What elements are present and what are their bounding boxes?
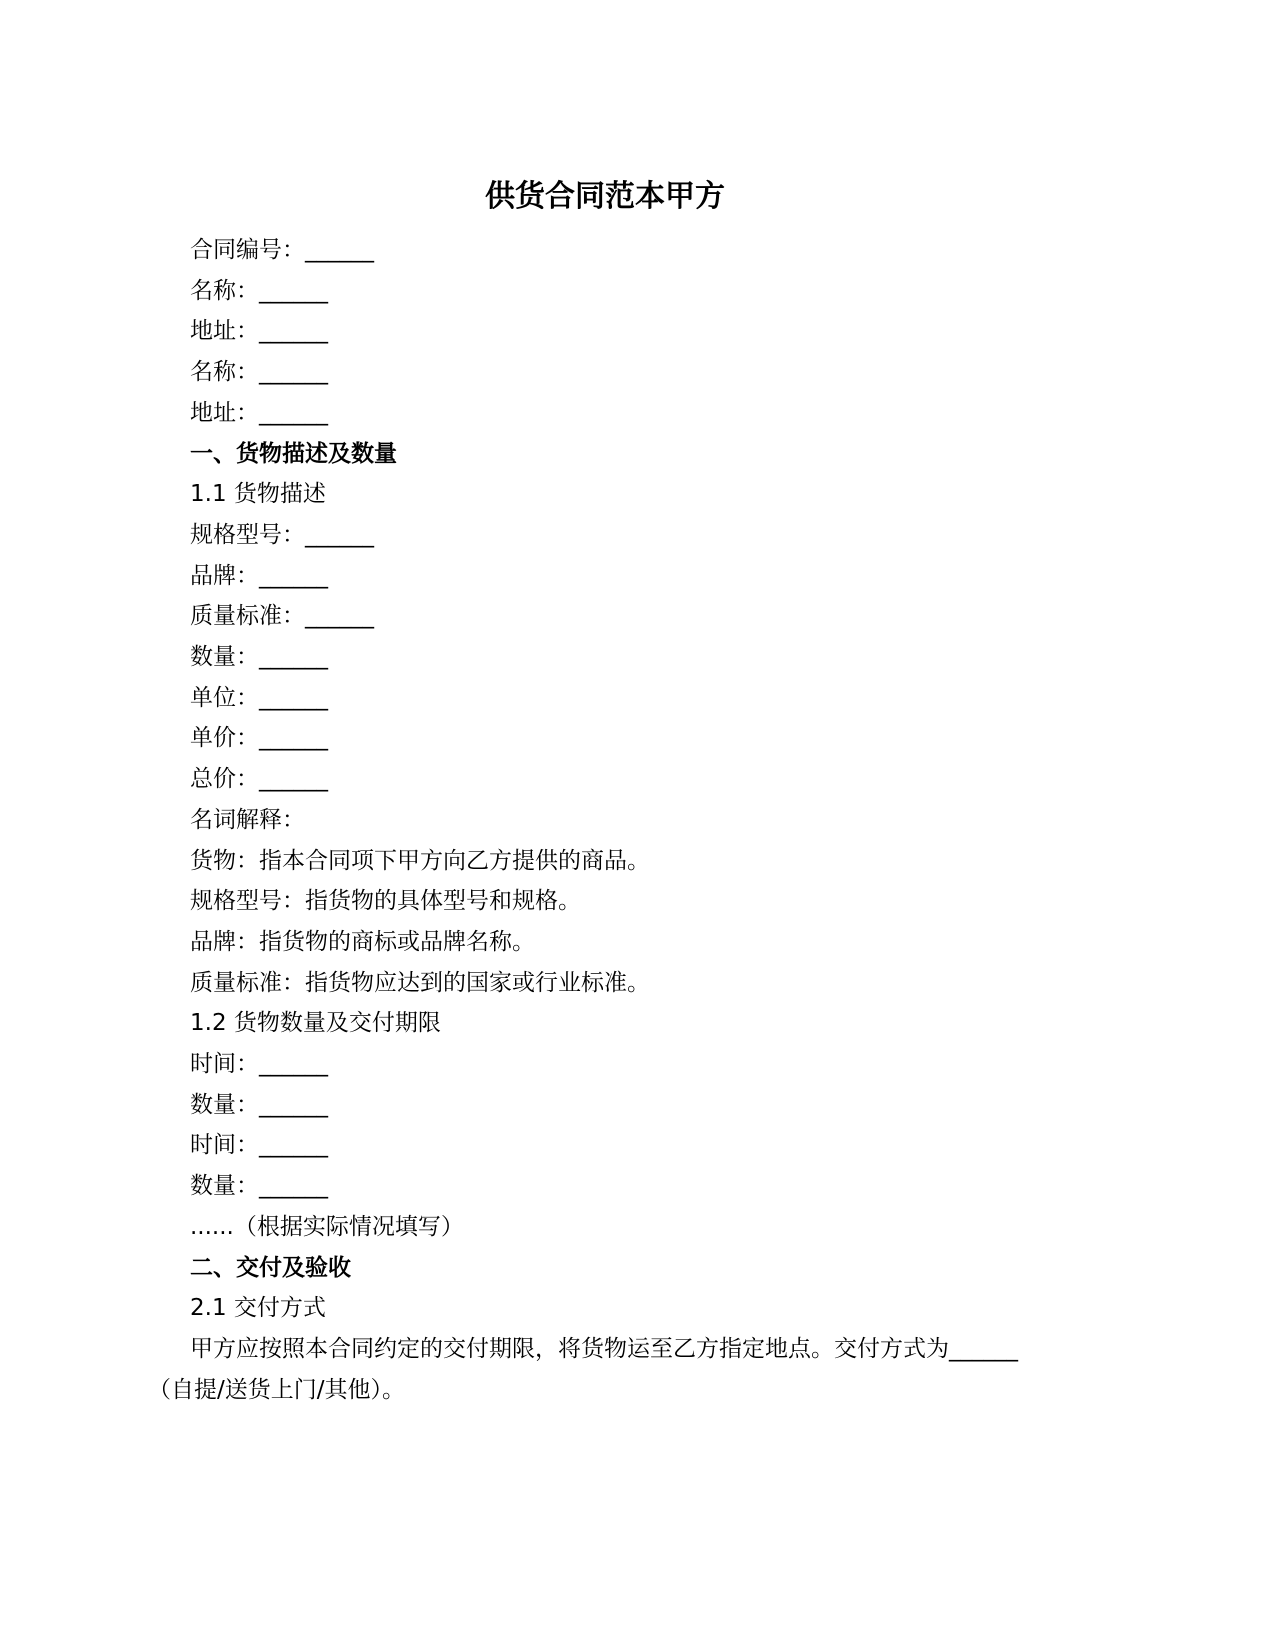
document-line: 质量标准：______ (190, 603, 374, 630)
document-line: 数量：______ (190, 644, 328, 671)
document-line: ......（根据实际情况填写） (190, 1213, 464, 1240)
document-line: 时间：______ (190, 1051, 328, 1078)
section-heading: 二、交付及验收 (190, 1254, 351, 1281)
document-title: 供货合同范本甲方 (485, 179, 725, 214)
document-line: 名称：______ (190, 277, 328, 304)
section-heading: 一、货物描述及数量 (190, 440, 397, 467)
document-line: 单价：______ (190, 725, 328, 752)
document-line: 时间：______ (190, 1132, 328, 1159)
delivery-paragraph: 甲方应按照本合同约定的交付期限，将货物运至乙方指定地点。交付方式为______（自提/送货上门/其他）。 (148, 1335, 1018, 1403)
document-line: 货物：指本合同项下甲方向乙方提供的商品。 (190, 847, 650, 874)
document-line: 1.1 货物描述 (190, 481, 326, 508)
document-line: 总价：______ (190, 766, 328, 793)
document-line: 品牌：______ (190, 562, 328, 589)
document-line: 1.2 货物数量及交付期限 (190, 1010, 441, 1037)
document-line: 质量标准：指货物应达到的国家或行业标准。 (190, 969, 650, 996)
document-line: 名词解释： (190, 806, 305, 833)
document-line: 数量：______ (190, 1091, 328, 1118)
document-line: 数量：______ (190, 1173, 328, 1200)
document-line: 合同编号：______ (190, 237, 374, 263)
document-body (148, 230, 1063, 1410)
document-line: 规格型号：______ (190, 521, 374, 548)
document-line: 名称：______ (190, 359, 328, 386)
document-line: 规格型号：指货物的具体型号和规格。 (190, 888, 581, 915)
document-line: 品牌：指货物的商标或品牌名称。 (190, 928, 535, 955)
document-line: 地址：______ (190, 318, 328, 345)
document-line: 单位：______ (190, 684, 328, 711)
document-line: 2.1 交付方式 (190, 1295, 326, 1322)
document-line: 地址：______ (190, 399, 328, 426)
